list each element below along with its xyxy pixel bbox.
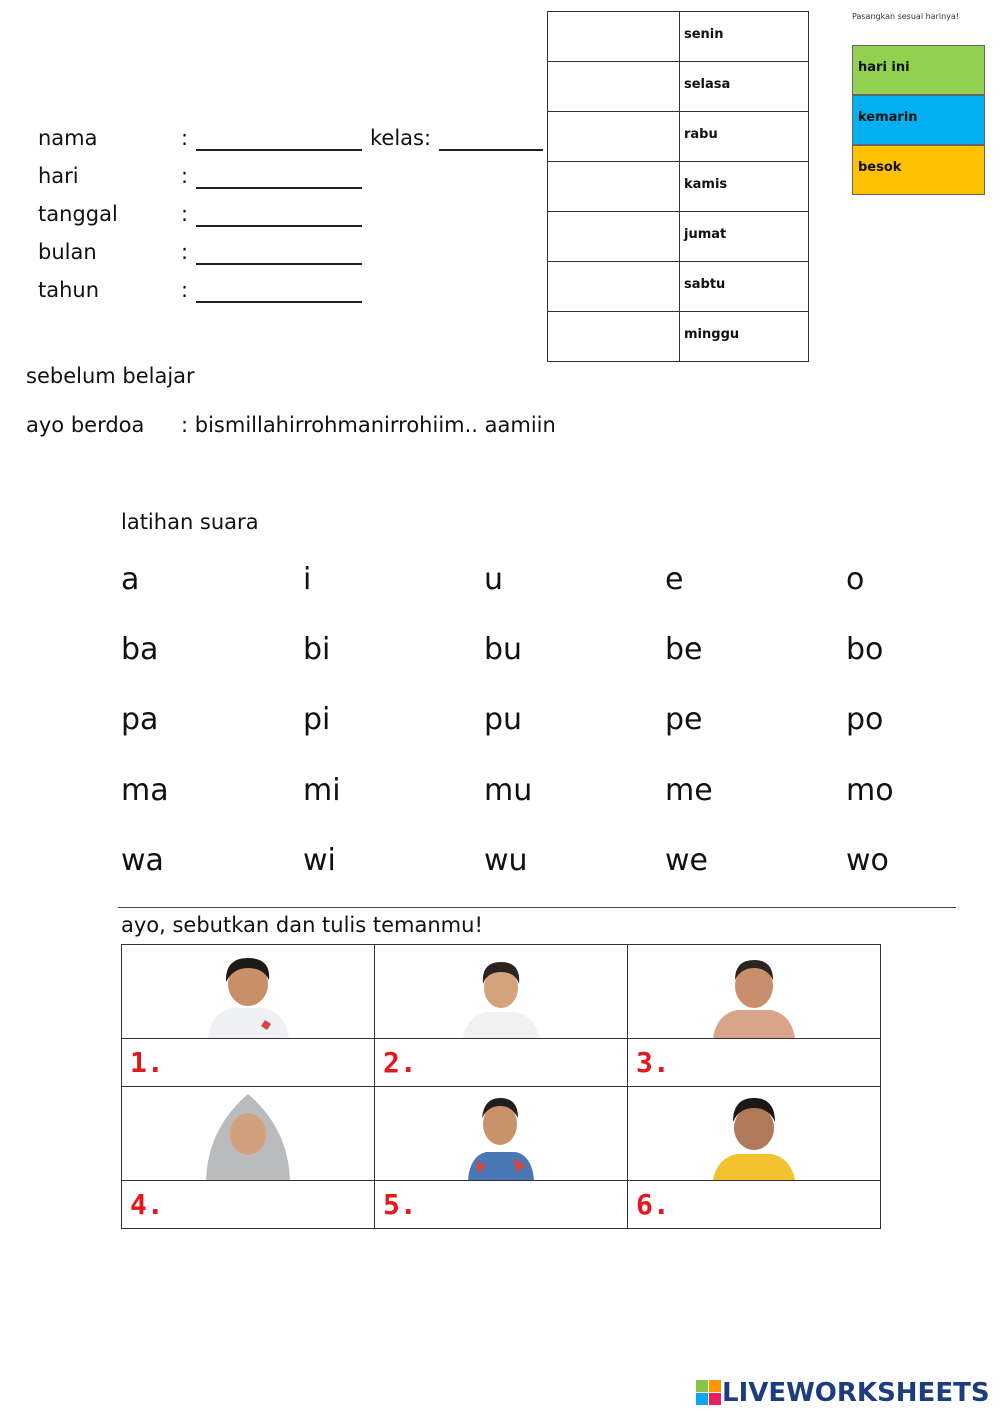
friend-photo-cell: [122, 1087, 375, 1181]
friend-photo-cell: [375, 1087, 628, 1181]
form-colon: :: [181, 126, 189, 150]
kelas-label: kelas:: [370, 126, 432, 150]
day-rabu: rabu: [680, 112, 809, 162]
friend-photo-cell: [375, 945, 628, 1039]
tile-besok[interactable]: besok: [852, 145, 985, 195]
friend-photo-3: [711, 950, 797, 1038]
friend-photo-cell: [628, 1087, 881, 1181]
tanggal-input-line[interactable]: [196, 225, 362, 227]
syllable: wi: [303, 843, 336, 878]
syllable: bi: [303, 632, 331, 667]
friend-number: 4.: [130, 1188, 164, 1221]
friend-photo-4: [202, 1088, 294, 1180]
friend-photo-cell: [628, 945, 881, 1039]
friend-photo-6: [711, 1088, 797, 1180]
day-kamis: kamis: [680, 162, 809, 212]
syllable: wo: [846, 843, 889, 878]
friend-number: 5.: [383, 1188, 417, 1221]
form-label-hari: hari: [38, 164, 79, 188]
syllable: pi: [303, 702, 331, 737]
day-minggu: minggu: [680, 312, 809, 362]
nama-input-line[interactable]: [196, 149, 362, 151]
friend-name-cell[interactable]: [122, 1181, 375, 1229]
syllable: me: [665, 773, 713, 808]
syllable: ma: [121, 773, 169, 808]
syllable: pe: [665, 702, 703, 737]
syllable: mi: [303, 773, 341, 808]
before-study-text: sebelum belajar: [26, 364, 195, 388]
friend-photo-1: [203, 950, 293, 1038]
form-colon: :: [181, 202, 189, 226]
day-senin: senin: [680, 12, 809, 62]
tile-kemarin[interactable]: kemarin: [852, 95, 985, 145]
day-answer-cell[interactable]: [548, 262, 680, 312]
syllable: mu: [484, 773, 533, 808]
friend-photo-cell: [122, 945, 375, 1039]
syllable: po: [846, 702, 884, 737]
section-divider: [118, 907, 956, 908]
friend-name-cell[interactable]: [122, 1039, 375, 1087]
syllable: mo: [846, 773, 894, 808]
matching-instruction: Pasangkan sesuai harinya!: [852, 12, 959, 21]
syllable: be: [665, 632, 703, 667]
form-colon: :: [181, 240, 189, 264]
day-jumat: jumat: [680, 212, 809, 262]
bulan-input-line[interactable]: [196, 263, 362, 265]
syllable: pu: [484, 702, 523, 737]
friends-table: [121, 944, 881, 1229]
syllable: e: [665, 562, 684, 597]
friend-number: 2.: [383, 1046, 417, 1079]
syllable: a: [121, 562, 140, 597]
days-table: [547, 11, 809, 362]
day-answer-cell[interactable]: [548, 62, 680, 112]
friend-name-cell[interactable]: [375, 1039, 628, 1087]
syllable: ba: [121, 632, 159, 667]
liveworksheets-logo: [696, 1377, 990, 1409]
hari-input-line[interactable]: [196, 187, 362, 189]
day-answer-cell[interactable]: [548, 12, 680, 62]
friend-name-cell[interactable]: [628, 1181, 881, 1229]
friend-number: 3.: [636, 1046, 670, 1079]
syllable: bu: [484, 632, 523, 667]
day-answer-cell[interactable]: [548, 312, 680, 362]
form-label-tanggal: tanggal: [38, 202, 118, 226]
friend-number: 6.: [636, 1188, 670, 1221]
day-answer-cell[interactable]: [548, 212, 680, 262]
friend-photo-2: [461, 950, 541, 1038]
friend-name-cell[interactable]: [628, 1039, 881, 1087]
friend-photo-5: [466, 1088, 536, 1180]
tile-hari-ini[interactable]: hari ini: [852, 45, 985, 95]
friend-name-cell[interactable]: [375, 1181, 628, 1229]
pray-label: ayo berdoa: [26, 413, 145, 437]
syllable: we: [665, 843, 708, 878]
form-colon: :: [181, 278, 189, 302]
friends-instruction: ayo, sebutkan dan tulis temanmu!: [121, 913, 483, 937]
syllable: u: [484, 562, 504, 597]
syllable: i: [303, 562, 312, 597]
sound-practice-title: latihan suara: [121, 510, 259, 534]
day-answer-cell[interactable]: [548, 112, 680, 162]
syllable: wa: [121, 843, 164, 878]
kelas-input-line[interactable]: [439, 149, 543, 151]
logo-blocks-icon: [696, 1380, 722, 1406]
pray-text: : bismillahirrohmanirrohiim.. aamiin: [181, 413, 556, 437]
form-colon: :: [181, 164, 189, 188]
form-label-bulan: bulan: [38, 240, 97, 264]
form-label-tahun: tahun: [38, 278, 100, 302]
tahun-input-line[interactable]: [196, 301, 362, 303]
logo-text: LIVEWORKSHEETS: [722, 1378, 990, 1408]
day-sabtu: sabtu: [680, 262, 809, 312]
friend-number: 1.: [130, 1046, 164, 1079]
syllable: bo: [846, 632, 884, 667]
day-answer-cell[interactable]: [548, 162, 680, 212]
syllable: o: [846, 562, 865, 597]
day-selasa: selasa: [680, 62, 809, 112]
syllable: pa: [121, 702, 159, 737]
form-label-nama: nama: [38, 126, 98, 150]
syllable: wu: [484, 843, 528, 878]
